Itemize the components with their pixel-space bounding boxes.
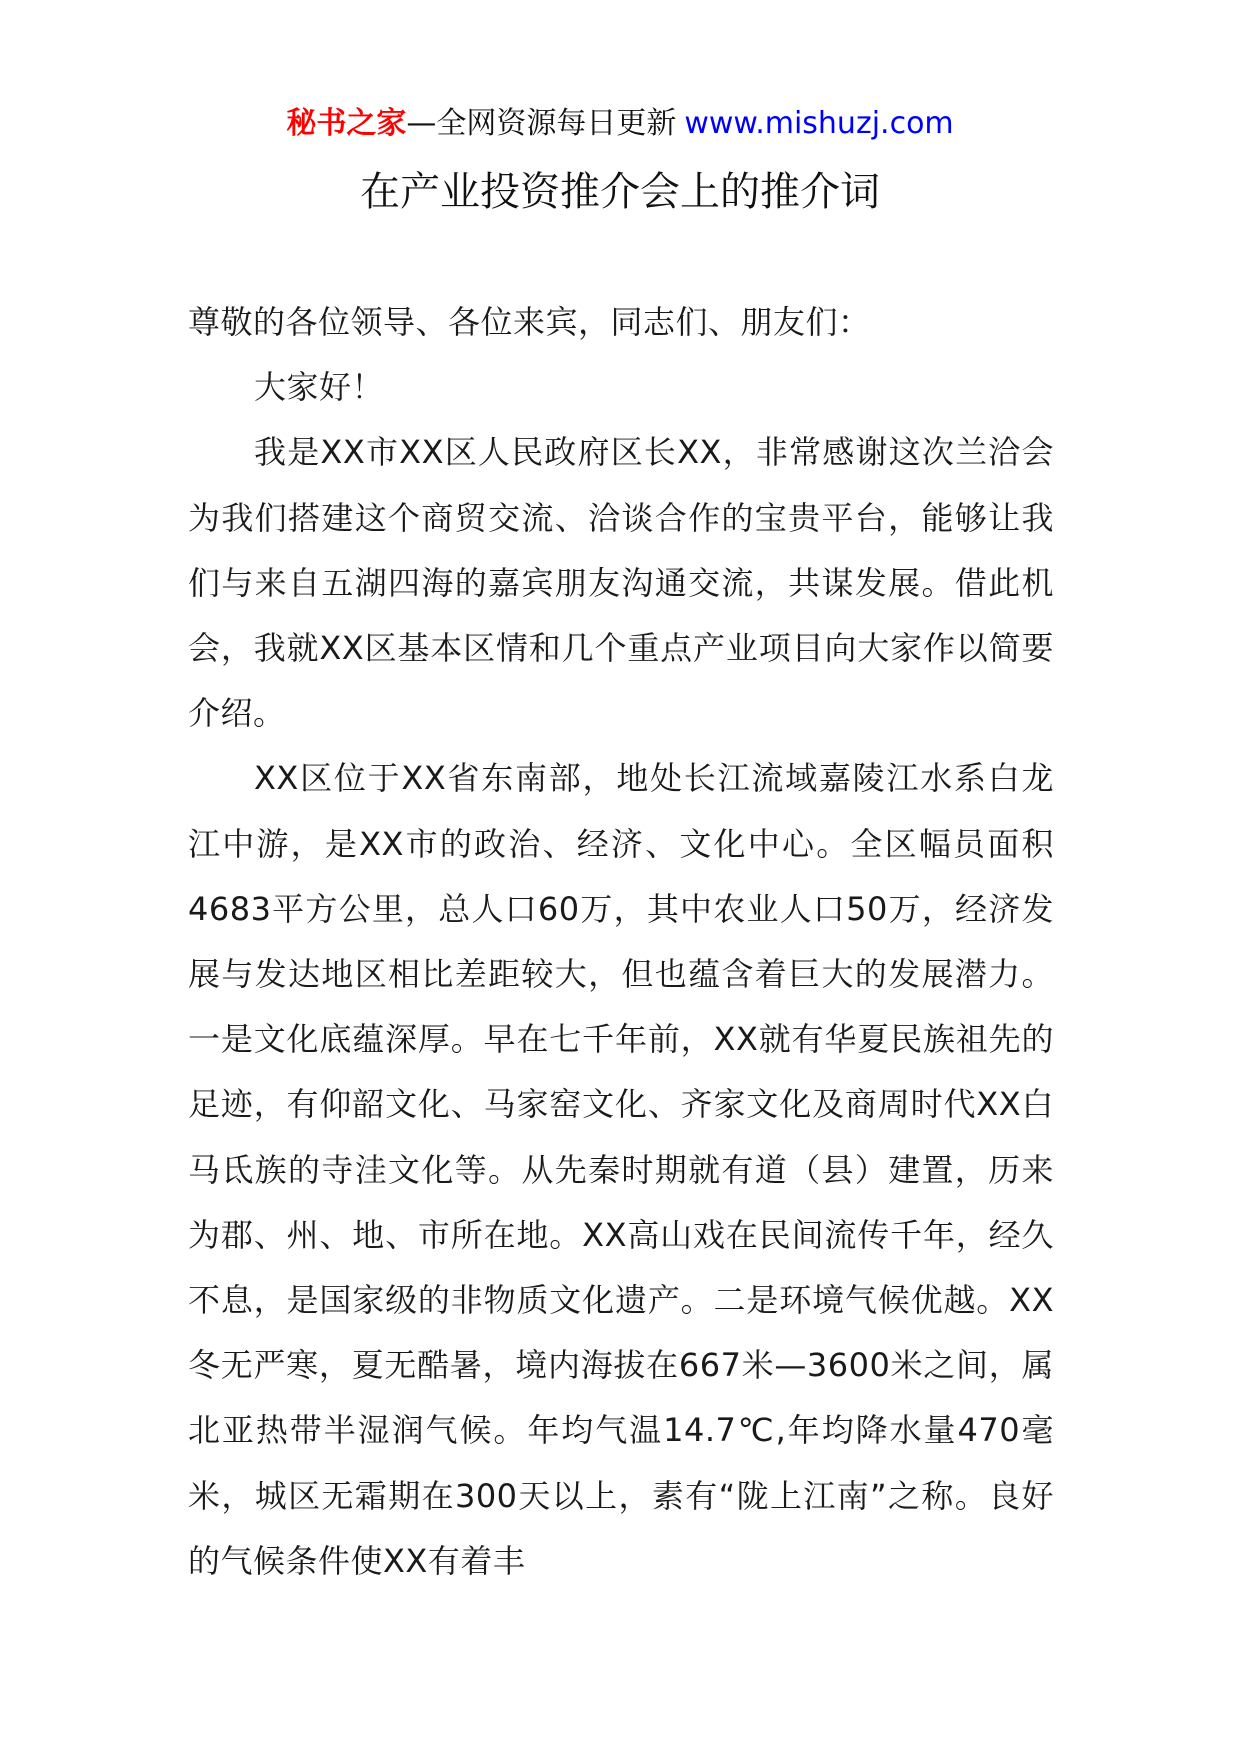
document-body — [188, 290, 1054, 1594]
brand-name: 秘书之家 — [286, 106, 407, 141]
greeting-paragraph: 大家好！ — [254, 368, 385, 407]
salutation: 尊敬的各位领导、各位来宾，同志们、朋友们： — [188, 303, 871, 341]
site-url-link[interactable]: www.mishuzj.com — [684, 106, 954, 141]
district-overview-paragraph: XX区位于XX省东南部，地处长江流域嘉陵江水系白龙江中游，是XX市的政治、经济、文化中心。全区幅员面积4683平方公里，总人口60万，其中农业人口50万，经济发展与发达地区相比差距较大，但也蕴含着巨大的发展潜力。一是文化底蕴深厚。早在七千年前，XX就有华夏民族祖先的足迹，有仰韶文化、马家窑文化、齐家文化及商周时代XX白马氐族的寺洼文化等。从先秦时期就有道（县）建置，历来为郡、州、地、市所在地。XX高山戏在民间流传千年，经久不息，是国家级的非物质文化遗产。二是环境气候优越。XX冬无严寒，夏无酷暑，境内海拔在667米—3600米之间，属北亚热带半湿润气候。年均气温14.7℃,年均降水量470毫米，城区无霜期在300天以上，素有“陇上江南”之称。良好的气候条件使XX有着丰 — [188, 759, 1054, 1580]
document-title: 在产业投资推介会上的推介词 — [360, 169, 880, 215]
intro-paragraph: 我是XX市XX区人民政府区长XX，非常感谢这次兰洽会为我们搭建这个商贸交流、洽谈合作的宝贵平台，能够让我们与来自五湖四海的嘉宾朋友沟通交流，共谋发展。借此机会，我就XX区基本区情和几个重点产业项目向大家作以简要介绍。 — [188, 433, 1054, 733]
site-header — [0, 102, 1240, 146]
site-tagline: —全网资源每日更新 — [406, 106, 677, 141]
